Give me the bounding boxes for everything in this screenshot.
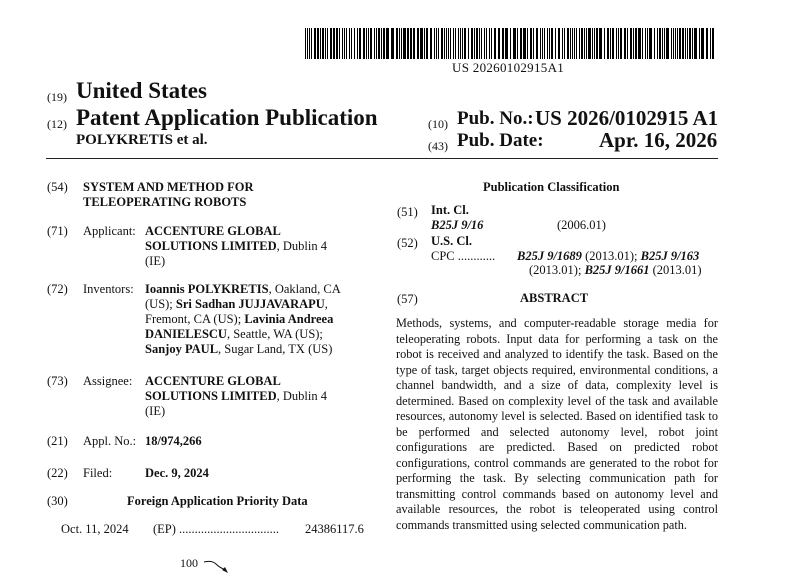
- cpc-class-2: B25J 9/163: [640, 249, 700, 263]
- inid-code-22: (22): [47, 466, 68, 480]
- inventor-3-name-first: Lavinia Andreea: [244, 312, 334, 326]
- applicant-country: (IE): [145, 254, 166, 268]
- inventor-2-separator: ,: [324, 297, 328, 311]
- cpc-class-3: B25J 9/1661: [584, 263, 650, 277]
- inid-code-52: (52): [397, 236, 418, 250]
- pub-date-label: Pub. Date:: [457, 130, 544, 151]
- inventor-1-country: (US);: [145, 297, 176, 311]
- cpc-label: CPC ............: [431, 249, 496, 263]
- publication-date: Apr. 16, 2026: [599, 128, 718, 152]
- inventor-4-name: Sanjoy PAUL: [145, 342, 219, 356]
- document-type-heading: Patent Application Publication: [76, 105, 378, 130]
- first-inventor-et-al: POLYKRETIS et al.: [76, 132, 208, 148]
- invention-title: [83, 180, 254, 210]
- inventor-4-location: , Sugar Land, TX (US): [218, 342, 333, 356]
- assignee-name-2: SOLUTIONS LIMITED: [145, 389, 277, 403]
- int-cl-year: (2006.01): [557, 218, 606, 232]
- assignee-location: , Dublin 4: [276, 389, 327, 403]
- foreign-priority-number: 24386117.6: [305, 522, 364, 536]
- inventor-2-location: Fremont, CA (US);: [145, 312, 245, 326]
- title-line-1: SYSTEM AND METHOD FOR: [83, 180, 254, 194]
- abstract-body: Methods, systems, and computer-readable storage media for teleoperating robots. Input data for performing a task on the robot is received and analyzed to identify the task. Based on the type of task, target objects required, environmental conditions, a channel bandwidth, and a size of data, complexity level is determined. Based on complexity level of the task and available resources, autonomy level is selected. Based on identified task to be performed and selected autonomy level, robot joint configurations are predicted. Based on predicted robot configurations, control commands are generated to the robot for performing the task. By selecting communication path for transmitting control commands based on autonomy level and available resources, the robot is teleoperated using control commands transmitted using selected communication path.: [396, 316, 718, 532]
- cpc-class-1-year: (2013.01);: [581, 249, 641, 263]
- filing-date: Dec. 9, 2024: [145, 466, 209, 480]
- inid-code-57: (57): [397, 292, 418, 306]
- foreign-priority-heading: Foreign Application Priority Data: [127, 494, 308, 508]
- appl-no-label: Appl. No.:: [83, 434, 137, 448]
- cpc-line-1: [517, 249, 699, 264]
- inid-code-72: (72): [47, 282, 68, 296]
- inventors-label: Inventors:: [83, 282, 134, 296]
- cpc-class-3-year: (2013.01): [649, 263, 702, 277]
- filed-label: Filed:: [83, 466, 113, 480]
- inventors-value: [145, 282, 373, 357]
- inventor-3-location: , Seattle, WA (US);: [226, 327, 323, 341]
- header-divider: [46, 158, 718, 159]
- applicant-value: [145, 224, 365, 269]
- pub-no-label: Pub. No.:: [457, 108, 534, 129]
- figure-reference-number: 100: [180, 556, 198, 570]
- foreign-priority-date: Oct. 11, 2024: [61, 522, 129, 536]
- cpc-class-1: B25J 9/1689: [517, 249, 582, 263]
- inid-code-21: (21): [47, 434, 68, 448]
- inid-code-43: (43): [428, 139, 448, 153]
- title-line-2: TELEOPERATING ROBOTS: [83, 195, 247, 209]
- publication-number: US 2026/0102915 A1: [535, 106, 719, 130]
- leader-arrow-icon: [202, 556, 232, 574]
- applicant-location: , Dublin 4: [276, 239, 327, 253]
- assignee-value: [145, 374, 365, 419]
- abstract-heading: ABSTRACT: [520, 291, 589, 305]
- classification-heading: Publication Classification: [483, 180, 620, 194]
- foreign-priority-office: (EP) ................................: [153, 522, 280, 536]
- figure-reference: [180, 556, 232, 574]
- inventor-1-location: , Oakland, CA: [268, 282, 341, 296]
- barcode-number: US 20260102915A1: [452, 60, 565, 75]
- int-cl-class: B25J 9/16: [431, 218, 484, 232]
- assignee-label: Assignee:: [83, 374, 133, 388]
- inid-code-71: (71): [47, 224, 68, 238]
- country-heading: United States: [76, 78, 207, 103]
- inid-code-30: (30): [47, 494, 68, 508]
- inventor-2-name: Sri Sadhan JUJJAVARAPU: [175, 297, 325, 311]
- inventor-1-name: Ioannis POLYKRETIS: [145, 282, 269, 296]
- applicant-name-1: ACCENTURE GLOBAL: [145, 224, 281, 238]
- application-number: 18/974,266: [145, 434, 202, 448]
- cpc-line-2: [529, 263, 702, 278]
- inid-code-10: (10): [428, 117, 448, 131]
- inid-code-73: (73): [47, 374, 68, 388]
- us-cl-label: U.S. Cl.: [431, 234, 472, 248]
- assignee-name-1: ACCENTURE GLOBAL: [145, 374, 281, 388]
- inid-code-19: (19): [47, 90, 67, 104]
- inid-code-51: (51): [397, 205, 418, 219]
- assignee-country: (IE): [145, 404, 166, 418]
- inid-code-54: (54): [47, 180, 68, 194]
- cpc-class-2-year: (2013.01);: [529, 263, 585, 277]
- applicant-name-2: SOLUTIONS LIMITED: [145, 239, 277, 253]
- inid-code-12: (12): [47, 117, 67, 131]
- applicant-label: Applicant:: [83, 224, 136, 238]
- int-cl-label: Int. Cl.: [431, 203, 469, 217]
- inventor-3-name-last: DANIELESCU: [145, 327, 227, 341]
- barcode: [305, 28, 717, 59]
